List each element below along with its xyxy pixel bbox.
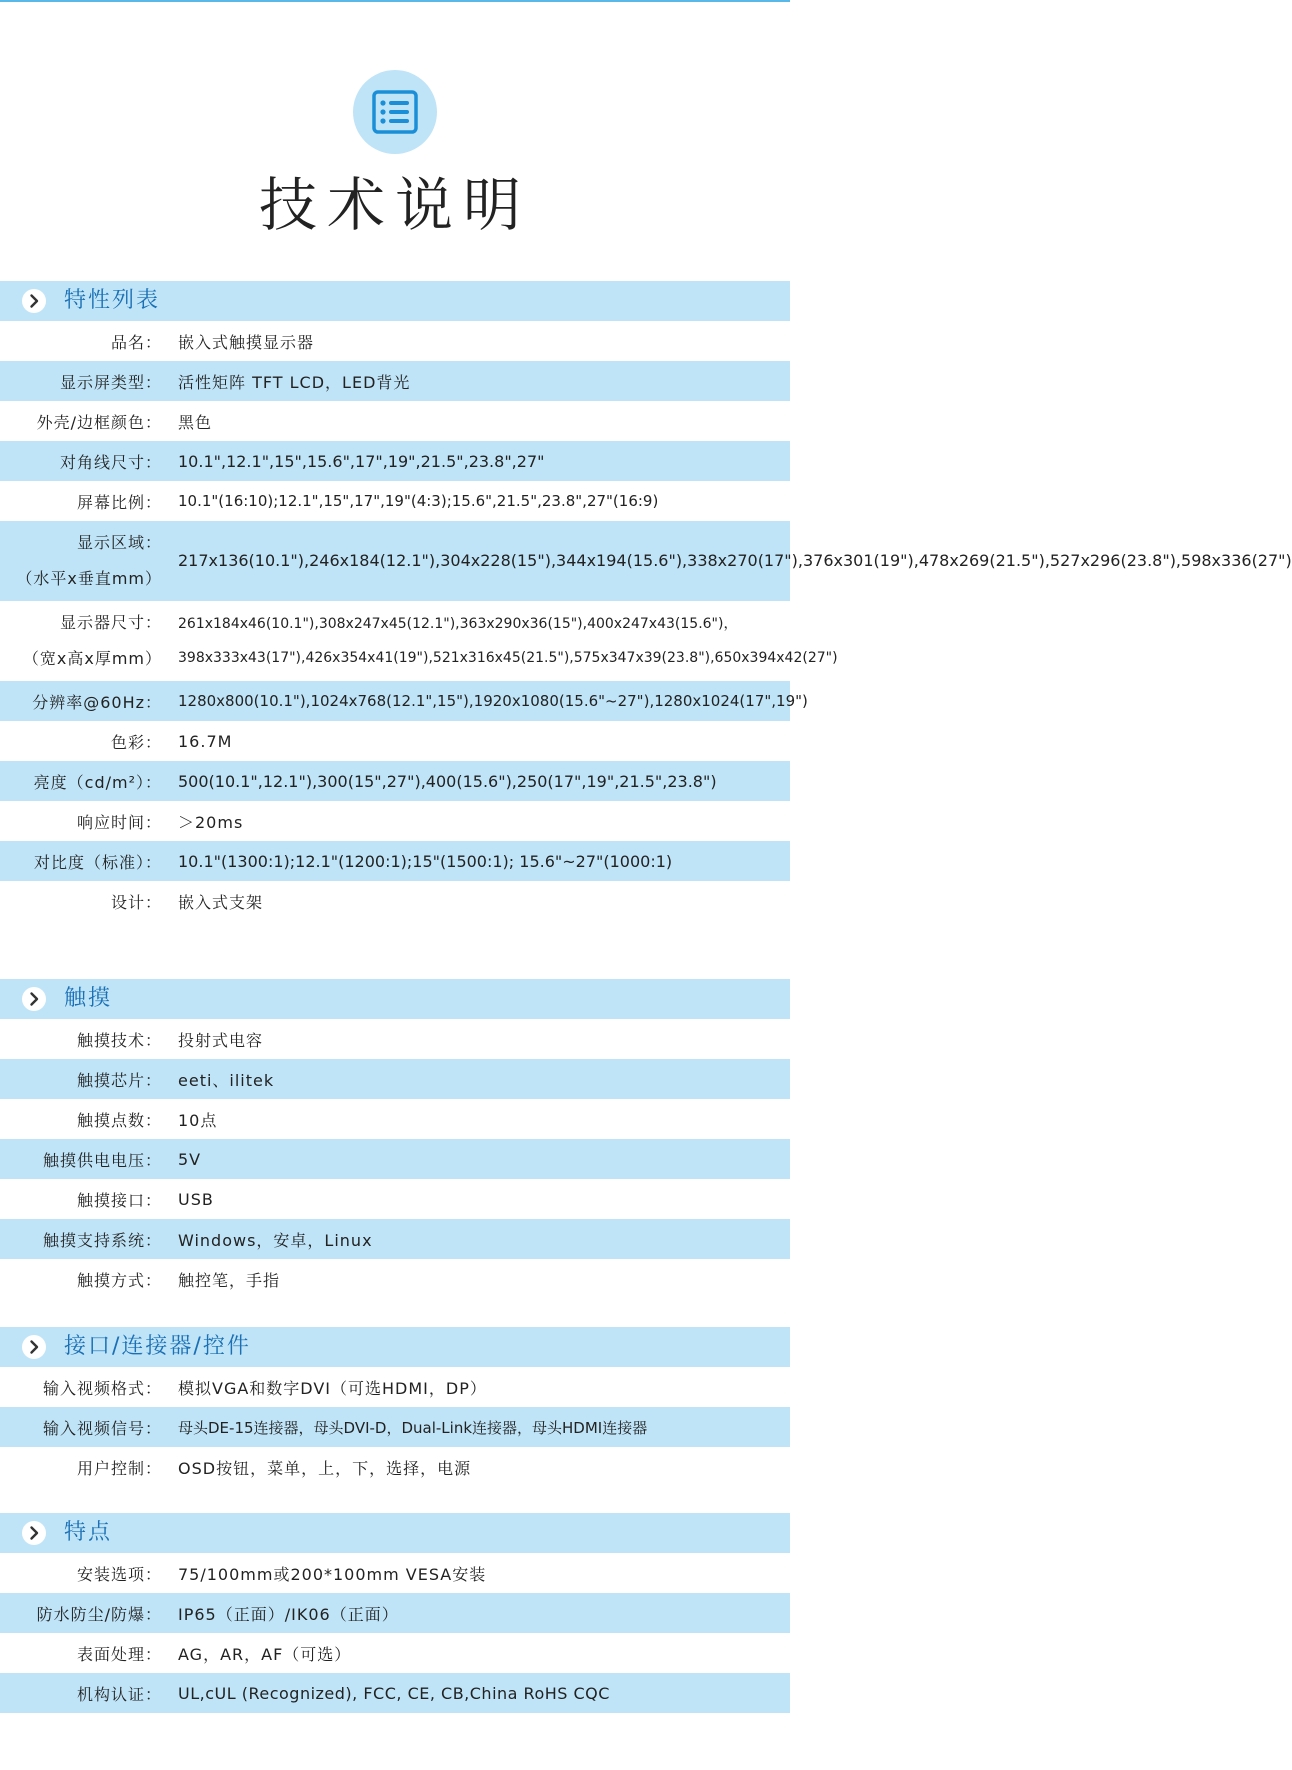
spec-row-diagonal-size <box>0 441 790 481</box>
list-document-icon <box>353 70 437 154</box>
spec-value: 16.7M <box>178 731 233 751</box>
spec-row-aspect-ratio <box>0 481 790 521</box>
spec-value: 触控笔，手指 <box>178 1270 281 1290</box>
spec-value: 1280x800(10.1"),1024x768(12.1",15"),1920x1080(15.6"~27"),1280x1024(17",19") <box>178 692 808 710</box>
spec-row-touch-points <box>0 1099 790 1139</box>
chevron-right-icon <box>22 289 46 313</box>
spec-label: 防水防尘/防爆： <box>36 1604 162 1624</box>
spec-row-touch-chip <box>0 1059 790 1099</box>
spec-row-touch-method <box>0 1259 790 1299</box>
section-header <box>0 1513 790 1553</box>
section-title: 触摸 <box>64 986 113 1011</box>
spec-row-colors <box>0 721 790 761</box>
spec-row-mounting <box>0 1553 790 1593</box>
section-header <box>0 1327 790 1367</box>
spec-value: 75/100mm或200*100mm VESA安装 <box>178 1564 487 1584</box>
spec-value: 5V <box>178 1149 202 1169</box>
spec-label: 触摸支持系统： <box>42 1230 162 1250</box>
spec-value: 黑色 <box>178 412 213 432</box>
chevron-right-icon <box>22 1521 46 1545</box>
spec-label: 触摸供电电压： <box>42 1150 162 1170</box>
spec-row-display-area <box>0 521 1292 601</box>
spec-row-touch-interface <box>0 1179 790 1219</box>
spec-label: 触摸方式： <box>76 1270 162 1290</box>
section-interfaces <box>0 1327 790 1487</box>
spec-label: 机构认证： <box>76 1684 162 1704</box>
spec-row-design <box>0 881 790 921</box>
spec-value: 嵌入式触摸显示器 <box>178 332 315 352</box>
chevron-right-icon <box>22 1335 46 1359</box>
spec-label <box>0 525 168 597</box>
spec-value: 10.1",12.1",15",15.6",17",19",21.5",23.8",27" <box>178 451 545 471</box>
spec-label-line: （水平x垂直mm） <box>16 569 162 588</box>
spec-row-surface <box>0 1633 790 1673</box>
spec-row-certification <box>0 1673 790 1713</box>
spec-label: 响应时间： <box>76 812 162 832</box>
section-title: 特点 <box>64 1520 113 1545</box>
spec-row-response-time <box>0 801 790 841</box>
spec-row-touch-os <box>0 1219 790 1259</box>
spec-row-brightness <box>0 761 790 801</box>
spec-value: 嵌入式支架 <box>178 892 264 912</box>
spec-value: 模拟VGA和数字DVI（可选HDMI，DP） <box>178 1378 487 1398</box>
spec-value: 母头DE-15连接器，母头DVI-D，Dual-Link连接器，母头HDMI连接器 <box>178 1418 648 1437</box>
spec-label: 触摸点数： <box>76 1110 162 1130</box>
spec-row-user-control <box>0 1447 790 1487</box>
spec-value: USB <box>178 1189 214 1209</box>
spec-label: 分辨率@60Hz： <box>32 692 162 712</box>
spec-label: 品名： <box>110 332 162 352</box>
spec-label: 色彩： <box>110 732 162 752</box>
spec-row-housing-color <box>0 401 790 441</box>
spec-label: 触摸技术： <box>76 1030 162 1050</box>
spec-label: 表面处理： <box>76 1644 162 1664</box>
spec-label <box>0 605 168 677</box>
spec-label: 输入视频信号： <box>42 1418 162 1438</box>
spec-row-contrast <box>0 841 790 881</box>
spec-value: OSD按钮，菜单，上，下，选择，电源 <box>178 1458 472 1478</box>
spec-value: 261x184x46(10.1"),308x247x45(12.1"),363x290x36(15"),400x247x43(15.6")，398x333x43(17"),426x354x41(19"),521x316x45(21.5"),575x347x39(23.8"),650x394x42(27") <box>178 616 838 666</box>
spec-value: 活性矩阵 TFT LCD，LED背光 <box>178 372 411 392</box>
spec-value: 投射式电容 <box>178 1030 264 1050</box>
spec-value: 10.1"(1300:1);12.1"(1200:1);15"(1500:1); 15.6"~27"(1000:1) <box>178 851 673 871</box>
section-header <box>0 979 790 1019</box>
spec-row-touch-tech <box>0 1019 790 1059</box>
section-features <box>0 281 1292 921</box>
spec-label: 设计： <box>110 892 162 912</box>
spec-label: 触摸接口： <box>76 1190 162 1210</box>
top-accent-line <box>0 0 790 2</box>
spec-label: 对角线尺寸： <box>59 452 162 472</box>
spec-row-waterproof <box>0 1593 790 1633</box>
section-title: 特性列表 <box>64 288 161 313</box>
spec-row-product-name <box>0 321 790 361</box>
spec-label: 外壳/边框颜色： <box>36 412 162 432</box>
spec-value: 217x136(10.1"),246x184(12.1"),304x228(15"),344x194(15.6"),338x270(17"),376x301(19"),478x269(21.5"),527x296(23.8"),598x336(27") <box>178 551 1292 570</box>
section-header <box>0 281 790 321</box>
spec-label: 输入视频格式： <box>42 1378 162 1398</box>
spec-value: 10.1"(16:10);12.1",15",17",19"(4:3);15.6",21.5",23.8",27"(16:9) <box>178 492 659 510</box>
spec-value: UL,cUL (Recognized), FCC, CE, CB,China RoHS CQC <box>178 1683 610 1703</box>
spec-value: AG，AR，AF（可选） <box>178 1644 352 1664</box>
spec-row-video-signal <box>0 1407 790 1447</box>
spec-row-resolution <box>0 681 808 721</box>
spec-value: eeti、ilitek <box>178 1070 275 1090</box>
spec-row-display-type <box>0 361 790 401</box>
spec-label-line: 显示器尺寸： <box>59 613 162 632</box>
spec-value: IP65（正面）/IK06（正面） <box>178 1604 399 1624</box>
spec-label-line: 显示区域： <box>76 533 162 552</box>
spec-label: 对比度（标准）： <box>33 852 162 872</box>
section-characteristics <box>0 1513 790 1713</box>
spec-label: 用户控制： <box>76 1458 162 1478</box>
spec-row-touch-voltage <box>0 1139 790 1179</box>
spec-label: 触摸芯片： <box>76 1070 162 1090</box>
section-touch <box>0 979 790 1299</box>
spec-label: 显示屏类型： <box>59 372 162 392</box>
spec-label: 安装选项： <box>76 1564 162 1584</box>
chevron-right-icon <box>22 987 46 1011</box>
spec-label-line: （宽x高x厚mm） <box>22 649 162 668</box>
spec-row-monitor-size <box>0 601 838 681</box>
spec-label: 亮度（cd/m²）： <box>33 772 162 792</box>
spec-value: ＞20ms <box>178 812 244 832</box>
spec-value: 10点 <box>178 1110 218 1130</box>
spec-value: Windows，安卓，Linux <box>178 1230 373 1250</box>
section-title: 接口/连接器/控件 <box>64 1334 251 1359</box>
spec-value: 500(10.1",12.1"),300(15",27"),400(15.6"),250(17",19",21.5",23.8") <box>178 771 717 791</box>
page-title: 技术说明 <box>258 171 531 239</box>
spec-row-video-format <box>0 1367 790 1407</box>
spec-label: 屏幕比例： <box>76 492 162 512</box>
